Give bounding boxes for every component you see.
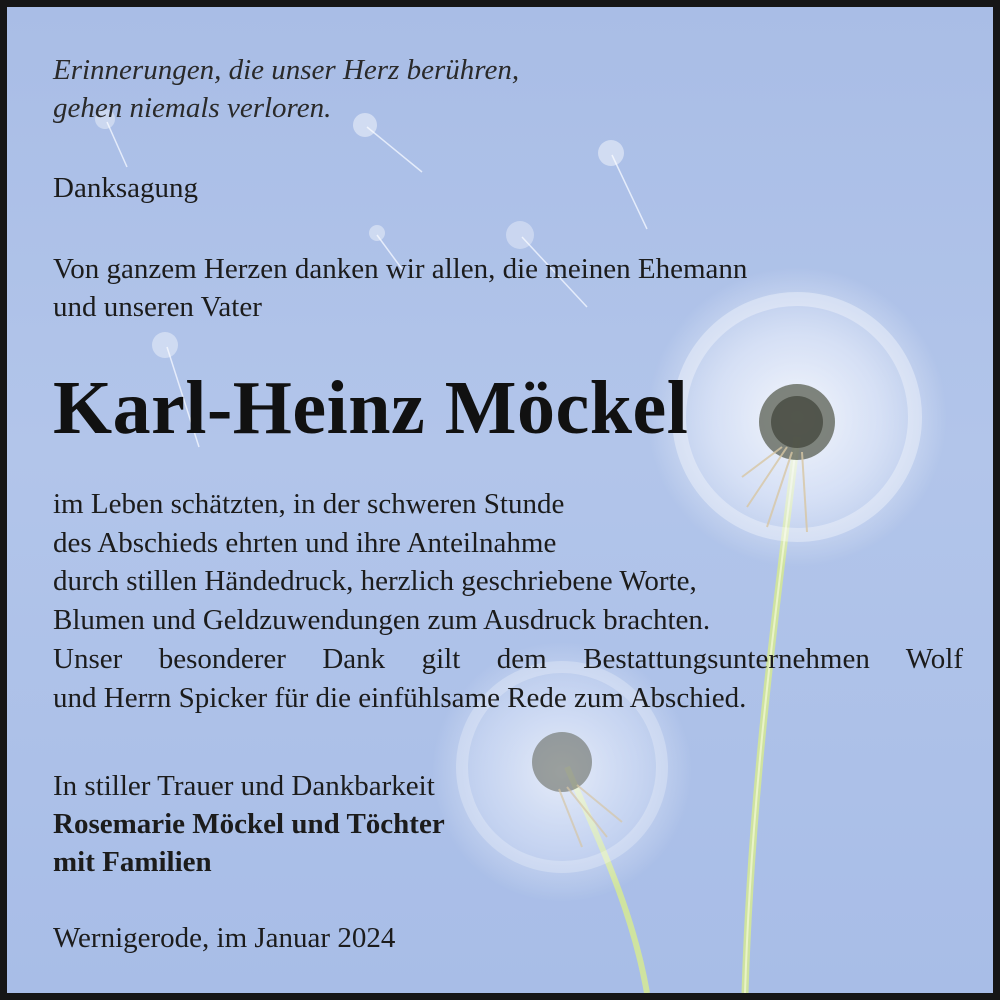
closing-line: In stiller Trauer und Dankbarkeit: [53, 770, 435, 802]
body-line: und Herrn Spicker für die einfühlsame Rede zum Abschied.: [53, 681, 747, 714]
body-line: durch stillen Händedruck, herzlich geschriebene Worte,: [53, 565, 697, 598]
motto-line: gehen niemals verloren.: [53, 92, 332, 124]
body-line: des Abschieds ehrten und ihre Anteilnahme: [53, 526, 557, 559]
intro-text: [53, 250, 747, 326]
mourners-line: Rosemarie Möckel und Töchter: [53, 808, 445, 840]
deceased-name: Karl-Heinz Möckel: [53, 366, 689, 450]
place-date: Wernigerode, im Januar 2024: [53, 922, 396, 954]
body-line: im Leben schätzten, in der schweren Stunde: [53, 488, 565, 520]
intro-line: Von ganzem Herzen danken wir allen, die meinen Ehemann: [53, 253, 748, 285]
body-line: Unser besonderer Dank gilt dem Bestattungsunternehmen Wolf: [53, 642, 963, 675]
motto: [53, 51, 519, 127]
body-line: Blumen und Geldzuwendungen zum Ausdruck brachten.: [53, 604, 711, 637]
intro-line: und unseren Vater: [53, 291, 262, 323]
heading: Danksagung: [53, 172, 198, 204]
mourners-line: mit Familien: [53, 846, 212, 878]
body-text: [53, 485, 963, 717]
signature-block: [53, 767, 445, 881]
motto-line: Erinnerungen, die unser Herz berühren,: [53, 54, 520, 86]
